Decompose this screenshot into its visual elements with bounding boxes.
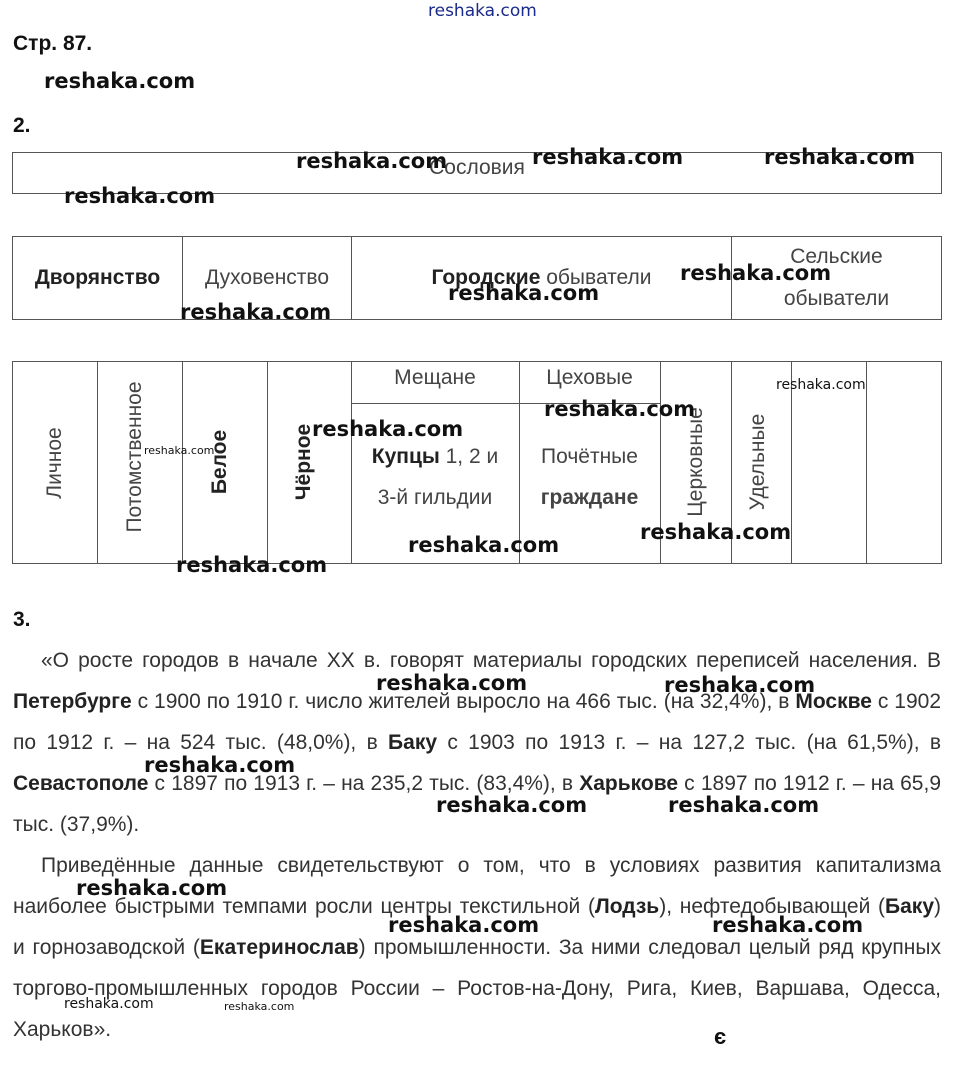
watermark: reshaka.com: [376, 671, 528, 695]
meshchane-label: Мещане: [394, 366, 476, 389]
watermark: reshaka.com: [712, 913, 864, 937]
cell-empty: [866, 362, 941, 563]
cell-nobility: [13, 237, 182, 319]
end-mark: є: [714, 1024, 727, 1049]
watermark: reshaka.com: [764, 145, 916, 169]
cell-urban: [351, 237, 731, 319]
watermark: reshaka.com: [664, 673, 816, 697]
merchants-label: [351, 445, 519, 469]
watermark: reshaka.com: [144, 444, 215, 457]
watermark: reshaka.com: [180, 300, 332, 324]
appanage-peasants-label: Удельные: [746, 413, 769, 511]
rural-label-line2: обыватели: [783, 287, 890, 310]
rural-label-line1: Сельские: [790, 245, 883, 268]
watermark: reshaka.com: [428, 1, 537, 21]
cell-white-clergy: [182, 362, 267, 563]
merchants-label-line2: 3-й гильдии: [377, 486, 493, 509]
cell-personal: [13, 362, 97, 563]
merchants-label-bold: Купцы: [371, 445, 440, 468]
cell-hereditary: [97, 362, 182, 563]
watermark: reshaka.com: [64, 996, 154, 1012]
black-clergy-label: Чёрное: [292, 423, 315, 501]
task-2-number: 2.: [13, 114, 31, 137]
watermark: reshaka.com: [388, 913, 540, 937]
watermark: reshaka.com: [544, 397, 696, 421]
watermark: reshaka.com: [144, 753, 296, 777]
honorary-label-line1: Почётные: [541, 445, 638, 468]
personal-label: Личное: [43, 427, 66, 499]
quote-paragraph-2: Приведённые данные свидетельствуют о том, что в условиях развития капитализма наиболее быстрыми темпами росли центры текстильной (Лодзь), нефтедобывающей (Баку) и горнозаводской (Екатеринослав) промышленности. За ними следовал целый ряд крупных торгово-промышленных городов России – Ростов-на-Дону, Рига, Киев, Варшава, Одесса, Харьков».: [13, 854, 941, 1042]
watermark: reshaka.com: [436, 793, 588, 817]
honorary-label-line2: граждане: [540, 486, 639, 509]
watermark: reshaka.com: [776, 377, 866, 393]
watermark: reshaka.com: [64, 184, 216, 208]
watermark: reshaka.com: [312, 417, 464, 441]
white-clergy-label: Белое: [208, 429, 231, 495]
page-number: Стр. 87.: [13, 32, 93, 55]
task-3-number: 3.: [13, 608, 31, 631]
watermark: reshaka.com: [640, 520, 792, 544]
watermark: reshaka.com: [76, 876, 228, 900]
hereditary-label: Потомственное: [123, 381, 146, 533]
watermark: reshaka.com: [224, 1000, 295, 1013]
watermark: reshaka.com: [448, 281, 600, 305]
estates-header: Сословия: [429, 156, 525, 179]
quote-paragraph-1: «О росте городов в начале XX в. говорят материалы городских переписей населения. В Петербурге с 1900 по 1910 г. число жителей выросло на 466 тыс. (на 32,4%), в Москве с 1902 по 1912 г. – на 524 тыс. (48,0%), в Баку с 1903 по 1913 г. – на 127,2 тыс. (на 61,5%), в Севастополе с 1897 по 1913 г. – на 235,2 тыс. (83,4%), в Харькове с 1897 по 1912 г. – на 65,9 тыс. (37,9%).: [13, 649, 942, 837]
urban-label-bold: Городские: [431, 266, 541, 289]
cell-black-clergy: [267, 362, 351, 563]
merchants-label-rest: 1, 2 и: [439, 445, 499, 468]
watermark: reshaka.com: [668, 793, 820, 817]
urban-label-rest: обыватели: [540, 266, 652, 289]
clergy-label: Духовенство: [204, 266, 330, 289]
watermark: reshaka.com: [296, 149, 448, 173]
watermark: reshaka.com: [532, 145, 684, 169]
watermark: reshaka.com: [44, 69, 196, 93]
guild-label: Цеховые: [546, 366, 633, 389]
church-peasants-label: Церковные: [684, 407, 707, 517]
watermark: reshaka.com: [680, 261, 832, 285]
nobility-label: Дворянство: [34, 266, 161, 289]
watermark: reshaka.com: [176, 553, 328, 577]
watermark: reshaka.com: [408, 533, 560, 557]
